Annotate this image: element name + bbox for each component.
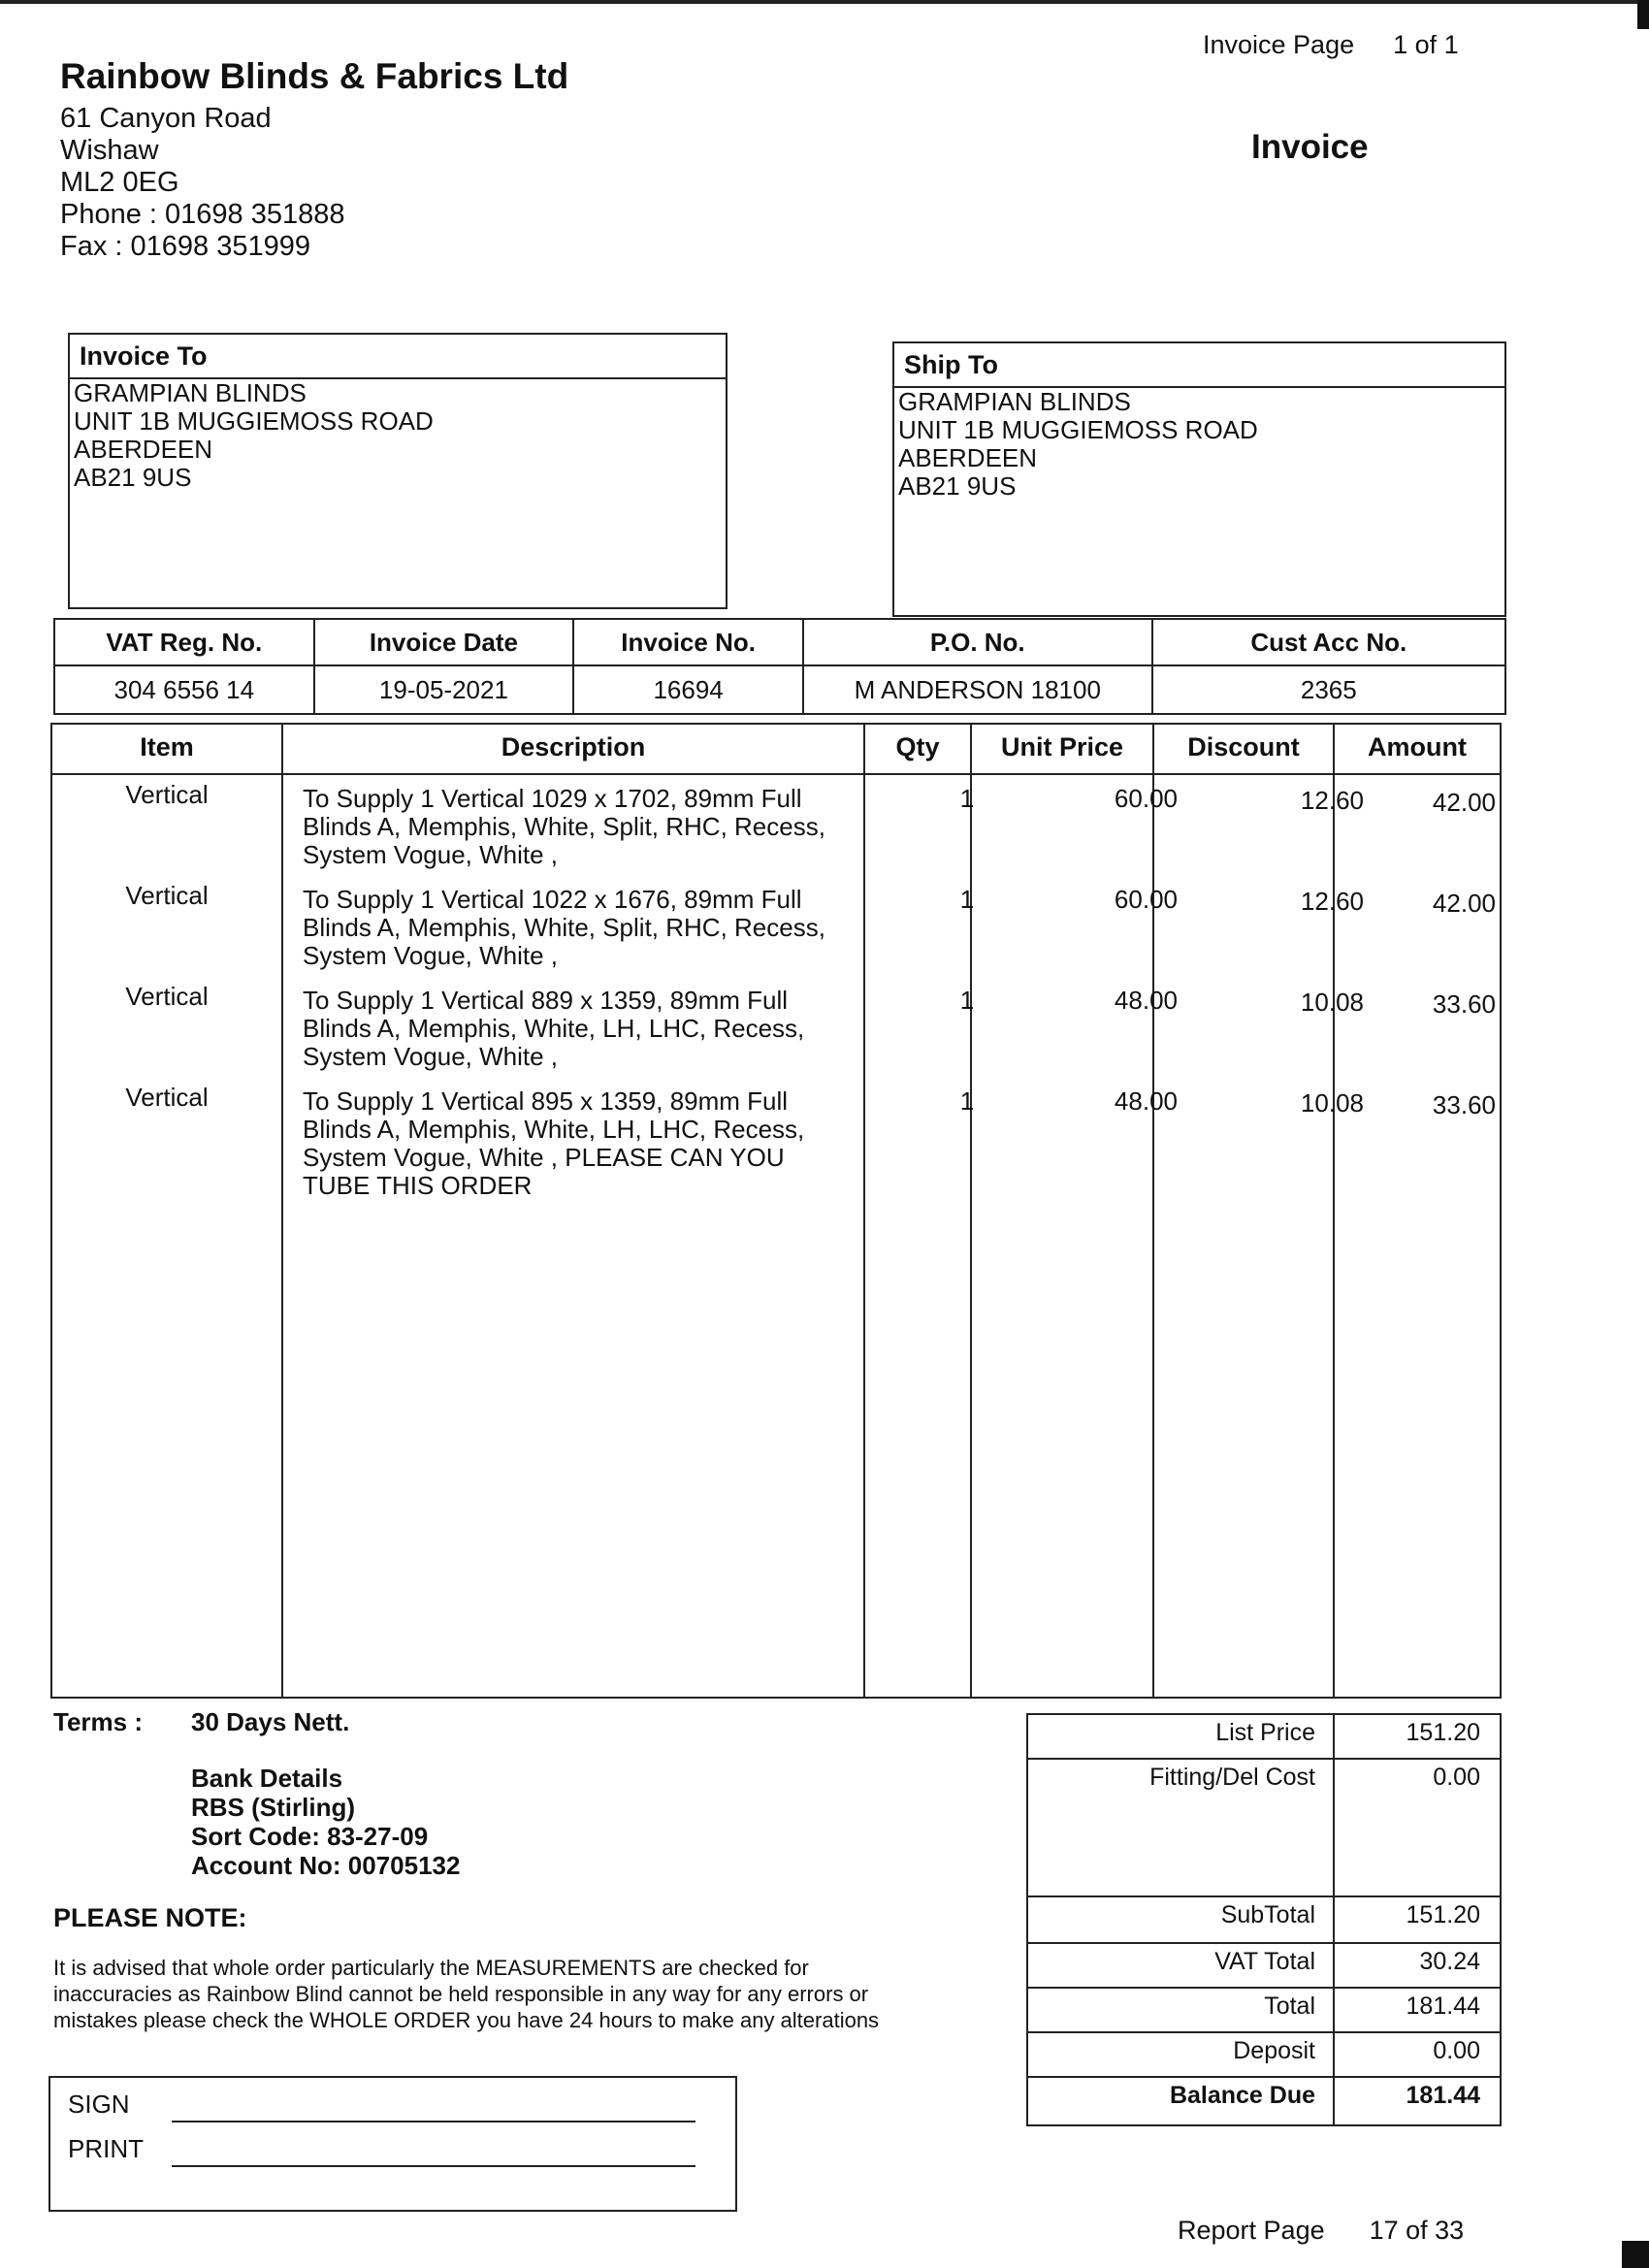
unit-price-header: Unit Price [1000, 732, 1124, 761]
company-address-line-3: ML2 0EG [60, 167, 179, 198]
row-qty: 1 [959, 1086, 975, 1116]
note-line: mistakes please check the WHOLE ORDER you have 24 hours to make any alterations [53, 2008, 880, 2032]
row-discount: 12.60 [1300, 887, 1364, 916]
totals-separator [1028, 1758, 1500, 1760]
note-line: It is advised that whole order particularly the MEASUREMENTS are checked for [53, 1956, 809, 1980]
row-qty: 1 [959, 885, 975, 914]
table-row [52, 983, 1500, 1084]
po-number-value: M ANDERSON 18100 [803, 665, 1152, 714]
invoice-number-value: 16694 [573, 665, 803, 714]
qty-header: Qty [895, 732, 940, 761]
line-items-header [52, 725, 1500, 775]
row-description-line: System Vogue, White , [303, 1042, 559, 1071]
amount-header: Amount [1368, 732, 1467, 761]
invoice-info-header-row [54, 619, 1505, 665]
ship-to-box [892, 341, 1506, 617]
totals-box [1026, 1713, 1502, 2126]
table-row [52, 1084, 1500, 1210]
invoice-to-title: Invoice To [70, 335, 726, 379]
fitting-value: 0.00 [1433, 1764, 1480, 1791]
totals-separator [1028, 2076, 1500, 2078]
row-description-line: Blinds A, Memphis, White, LH, LHC, Recess, [303, 1014, 805, 1043]
report-page-label: Report Page [1178, 2216, 1325, 2245]
row-item: Vertical [125, 780, 209, 809]
row-description-line: System Vogue, White , [303, 840, 559, 869]
row-unit-price: 60.00 [1114, 885, 1178, 914]
ship-to-line-1: GRAMPIAN BLINDS [898, 387, 1131, 416]
total-label: Total [1264, 1993, 1315, 2020]
row-item: Vertical [125, 1083, 209, 1112]
invoice-info-value-row [54, 665, 1505, 714]
po-number-header: P.O. No. [803, 619, 1152, 665]
vat-reg-value: 304 6556 14 [54, 665, 314, 714]
ship-to-line-2: UNIT 1B MUGGIEMOSS ROAD [898, 415, 1258, 444]
cust-acc-header: Cust Acc No. [1152, 619, 1505, 665]
company-name: Rainbow Blinds & Fabrics Ltd [60, 56, 569, 96]
row-description-line: To Supply 1 Vertical 1022 x 1676, 89mm Full [303, 885, 802, 914]
invoice-to-line-4: AB21 9US [74, 463, 192, 492]
row-amount: 33.60 [1432, 1090, 1496, 1119]
subtotal-label: SubTotal [1220, 1901, 1315, 1928]
invoice-to-line-2: UNIT 1B MUGGIEMOSS ROAD [74, 406, 434, 436]
deposit-label: Deposit [1233, 2037, 1315, 2064]
vat-label: VAT Total [1214, 1948, 1315, 1975]
scan-corner-mark [1622, 2241, 1649, 2268]
table-row [52, 781, 1500, 882]
balance-due-label: Balance Due [1169, 2082, 1315, 2109]
invoice-to-line-3: ABERDEEN [74, 435, 213, 464]
row-amount: 42.00 [1432, 889, 1496, 918]
vat-reg-header: VAT Reg. No. [54, 619, 314, 665]
line-items-table [50, 723, 1502, 1699]
sign-label: SIGN [68, 2090, 130, 2119]
ship-to-line-4: AB21 9US [898, 471, 1017, 501]
row-item: Vertical [125, 881, 209, 910]
invoice-date-value: 19-05-2021 [314, 665, 574, 714]
bank-name: RBS (Stirling) [191, 1793, 355, 1822]
bank-details [191, 1764, 460, 1880]
note-line: inaccuracies as Rainbow Blind cannot be held responsible in any way for any errors or [53, 1982, 869, 2006]
row-qty: 1 [959, 986, 975, 1015]
row-unit-price: 60.00 [1114, 784, 1178, 813]
discount-header: Discount [1187, 732, 1300, 761]
cust-acc-value: 2365 [1152, 665, 1505, 714]
description-header: Description [501, 732, 646, 761]
terms-label: Terms : [53, 1707, 143, 1736]
row-description-line: To Supply 1 Vertical 1029 x 1702, 89mm Full [303, 784, 802, 813]
invoice-page-indicator [1203, 35, 1498, 60]
row-amount: 33.60 [1432, 989, 1496, 1019]
row-discount: 10.08 [1300, 1088, 1364, 1118]
terms-value: 30 Days Nett. [191, 1707, 350, 1736]
invoice-to-box [68, 333, 728, 609]
fitting-label: Fitting/Del Cost [1149, 1764, 1315, 1791]
item-header: Item [140, 732, 194, 761]
report-page-value: 17 of 33 [1369, 2216, 1465, 2245]
row-unit-price: 48.00 [1114, 986, 1178, 1015]
invoice-heading: Invoice [1251, 128, 1369, 166]
invoice-page-label: Invoice Page [1203, 35, 1355, 59]
invoice-number-header: Invoice No. [573, 619, 803, 665]
signature-box [48, 2076, 737, 2212]
print-line [172, 2165, 695, 2167]
row-item: Vertical [125, 982, 209, 1011]
page-top-border [0, 0, 1649, 4]
sign-line [172, 2121, 695, 2122]
list-price-value: 151.20 [1406, 1719, 1480, 1746]
row-amount: 42.00 [1432, 788, 1496, 817]
row-unit-price: 48.00 [1114, 1086, 1178, 1116]
account-number: Account No: 00705132 [191, 1851, 461, 1880]
totals-separator [1028, 2031, 1500, 2033]
row-description-line: System Vogue, White , [303, 941, 559, 970]
company-phone: Phone : 01698 351888 [60, 199, 345, 230]
ship-to-title: Ship To [894, 343, 1504, 388]
row-discount: 12.60 [1300, 786, 1364, 815]
row-description-line: Blinds A, Memphis, White, Split, RHC, Recess, [303, 812, 825, 841]
print-label: PRINT [68, 2134, 144, 2163]
company-address-line-1: 61 Canyon Road [60, 103, 272, 134]
sort-code: Sort Code: 83-27-09 [191, 1822, 429, 1851]
deposit-value: 0.00 [1433, 2037, 1480, 2064]
please-note-title: PLEASE NOTE: [53, 1903, 247, 1932]
row-description-line: Blinds A, Memphis, White, LH, LHC, Recess, [303, 1115, 805, 1144]
row-description-line: System Vogue, White , PLEASE CAN YOU [303, 1143, 785, 1172]
totals-separator [1028, 1987, 1500, 1989]
vat-value: 30.24 [1419, 1948, 1480, 1975]
row-description-line: Blinds A, Memphis, White, Split, RHC, Recess, [303, 913, 825, 942]
total-value: 181.44 [1406, 1993, 1480, 2020]
company-address-line-2: Wishaw [60, 135, 159, 166]
totals-separator [1028, 1895, 1500, 1897]
row-qty: 1 [959, 784, 975, 813]
table-row [52, 882, 1500, 983]
invoice-page-value: 1 of 1 [1393, 35, 1459, 59]
totals-separator [1028, 1942, 1500, 1944]
row-description-line: To Supply 1 Vertical 895 x 1359, 89mm Full [303, 1086, 789, 1116]
report-page-indicator [1178, 2216, 1508, 2246]
ship-to-line-3: ABERDEEN [898, 443, 1038, 472]
row-description-line: To Supply 1 Vertical 889 x 1359, 89mm Full [303, 986, 789, 1015]
row-discount: 10.08 [1300, 988, 1364, 1017]
invoice-info-table [53, 618, 1506, 715]
list-price-label: List Price [1215, 1719, 1315, 1746]
scan-edge-mark [1637, 0, 1649, 29]
please-note-text [53, 1955, 985, 2033]
bank-details-title: Bank Details [191, 1764, 343, 1793]
balance-due-value: 181.44 [1406, 2082, 1480, 2109]
subtotal-value: 151.20 [1406, 1901, 1480, 1928]
invoice-date-header: Invoice Date [314, 619, 574, 665]
row-description-line: TUBE THIS ORDER [303, 1171, 533, 1200]
company-fax: Fax : 01698 351999 [60, 231, 310, 262]
invoice-to-line-1: GRAMPIAN BLINDS [74, 378, 307, 407]
